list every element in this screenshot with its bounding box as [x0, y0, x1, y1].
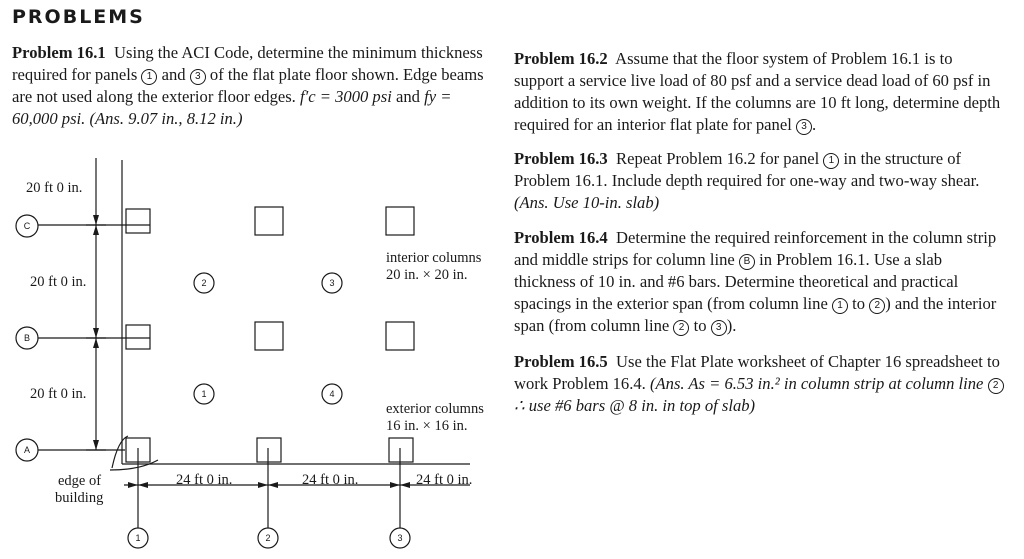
exterior-column [257, 438, 281, 462]
panel-circle-1: 1 [823, 153, 839, 169]
dim-arrow [258, 482, 268, 488]
edge-label-line2: building [55, 490, 104, 506]
problem-text: to [852, 294, 866, 313]
problem-16-2 [514, 48, 1004, 136]
panel-label-1: 1 [201, 389, 207, 399]
panel-circle-1: 1 [141, 69, 157, 85]
dim-arrow [93, 440, 99, 450]
exterior-columns-size: 16 in. × 16 in. [386, 418, 468, 434]
panel-circle-3: 3 [190, 69, 206, 85]
exterior-column [126, 325, 150, 349]
interior-column [386, 207, 414, 235]
col-label-1: 1 [135, 533, 141, 543]
panel-label-4: 4 [329, 389, 335, 399]
problem-16-3 [514, 148, 1004, 214]
problem-text: and [395, 87, 420, 106]
interior-columns-size: 20 in. × 20 in. [386, 267, 468, 283]
floor-plan-figure [0, 140, 510, 559]
exterior-columns-label: exterior columns [386, 401, 484, 417]
problem-label: Problem 16.2 [514, 49, 608, 68]
problem-16-4 [514, 227, 1004, 337]
row-label-c: C [23, 221, 31, 231]
problem-text: and [161, 65, 186, 84]
column-line-circle-b: B [739, 254, 755, 270]
problem-label: Problem 16.3 [514, 149, 608, 168]
panel-label-2: 2 [201, 278, 207, 288]
col-label-2: 2 [265, 533, 271, 543]
interior-columns-label: interior columns [386, 250, 482, 266]
problem-text: ) and the interior span (from column line [514, 294, 997, 335]
problem-text: to [693, 316, 707, 335]
panel-label-3: 3 [329, 278, 335, 288]
problem-label: Problem 16.4 [514, 228, 608, 247]
answer: (Ans. As = 6.53 in.² in column strip at column line [649, 374, 984, 393]
problem-label: Problem 16.5 [514, 352, 608, 371]
dim-arrow [268, 482, 278, 488]
fc-value: f′c = 3000 psi [300, 87, 392, 106]
dim-arrow [390, 482, 400, 488]
problem-label: Problem 16.1 [12, 43, 106, 62]
panel-circle-3: 3 [796, 119, 812, 135]
span-label-3: 24 ft 0 in. [416, 472, 473, 488]
problem-text: Repeat Problem 16.2 for panel [616, 149, 820, 168]
column-line-circle-3: 3 [711, 320, 727, 336]
answer: (Ans. 9.07 in., 8.12 in.) [89, 109, 243, 128]
row-label-a: A [23, 445, 31, 455]
interior-column [255, 207, 283, 235]
dim-arrow [93, 215, 99, 225]
problem-16-5 [514, 351, 1004, 417]
column-line-circle-1: 1 [832, 298, 848, 314]
section-heading: PROBLEMS [12, 6, 145, 28]
fy-value: fy = 60,000 psi. [12, 87, 452, 128]
problem-text: Using the ACI Code, determine the minimum thickness required for panels [12, 43, 483, 84]
problem-text: ). [726, 316, 737, 335]
span-label-1: 24 ft 0 in. [176, 472, 233, 488]
span-label-2: 24 ft 0 in. [302, 472, 359, 488]
col-label-3: 3 [397, 533, 403, 543]
column-line-circle-2: 2 [673, 320, 689, 336]
dim-label-mid: 20 ft 0 in. [30, 274, 87, 290]
answer-continued: ∴ use #6 bars @ 8 in. in top of slab) [514, 396, 756, 415]
problem-text: in Problem 16.1. Use a slab thickness of 10 in. and #6 bars. Determine theoretical and practical spacings in the exterior span (from column line [514, 250, 959, 313]
problem-16-1 [12, 42, 487, 130]
problem-text: Assume that the floor system of Problem 16.1 is to support a service live load of 80 psf and a service dead load of 60 psf in addition to its own weight. If the columns are 10 ft long, determine depth required for an interior flat plate for panel [514, 49, 1001, 134]
problem-text: Determine the required reinforcement in the column strip and middle strips for column line [514, 228, 997, 269]
dim-arrow [93, 225, 99, 235]
answer: (Ans. Use 10-in. slab) [514, 193, 660, 212]
column-line-circle-2: 2 [988, 378, 1004, 394]
problem-text: in the structure of Problem 16.1. Include depth required for one-way and two-way shear. [514, 149, 980, 190]
exterior-column [389, 438, 413, 462]
exterior-column [126, 209, 150, 233]
period: . [811, 115, 817, 134]
dim-arrow [400, 482, 410, 488]
dim-arrow [93, 338, 99, 348]
dim-label-bot: 20 ft 0 in. [30, 386, 87, 402]
edge-label-line1: edge of [58, 473, 102, 489]
interior-column [386, 322, 414, 350]
column-line-circle-2: 2 [869, 298, 885, 314]
problem-text: Use the Flat Plate worksheet of Chapter 16 spreadsheet to work Problem 16.4. [514, 352, 1000, 393]
problem-text: of the flat plate floor shown. Edge beams are not used along the exterior floor edges. [12, 65, 484, 106]
dim-arrow [93, 328, 99, 338]
dim-arrow [138, 482, 148, 488]
interior-column [255, 322, 283, 350]
dim-label-top: 20 ft 0 in. [26, 180, 83, 196]
row-label-b: B [23, 333, 31, 343]
dim-arrow [128, 482, 138, 488]
